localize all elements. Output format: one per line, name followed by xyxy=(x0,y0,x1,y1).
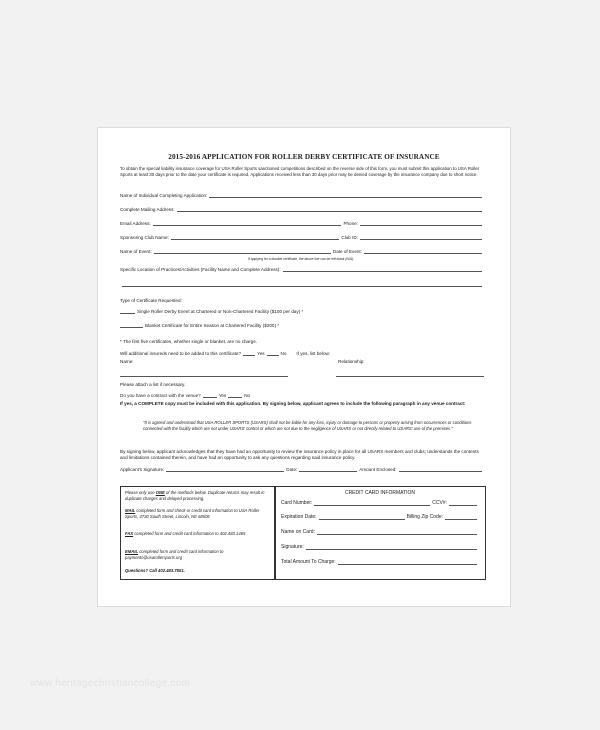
signature-row: Applicant's Signature: Date: Amount Enclosed: xyxy=(120,466,484,473)
email-field[interactable] xyxy=(153,221,342,226)
contract-row: Do you have a contract with the venue? Yes No xyxy=(120,392,251,398)
expiration-row: Expiration Date: Billing Zip Code: xyxy=(281,513,479,521)
event-date-field[interactable] xyxy=(364,249,482,254)
name-on-card-row: Name on Card: xyxy=(281,528,479,536)
certificate-note: * The first five certificates, whether single or blanket, are no charge. xyxy=(120,339,258,344)
blanket-certificate-row: Blanket Certificate for Entire Season at Chartered Facility ($200) * xyxy=(120,322,484,329)
amount-enclosed-field[interactable] xyxy=(399,467,482,472)
acknowledgement-paragraph: By signing below, applicant acknowledges that they have had an opportunity to review the insurance policy in place for all USARS members and clubs; understands the contents and limitations contained therein, and have had an opportunity to ask any questions regarding said insurance policy. xyxy=(120,449,479,461)
club-name-field[interactable] xyxy=(171,235,340,240)
event-note: If applying for a blanket certificate, the above line can be left blank (N/A). xyxy=(248,257,354,261)
blanket-certificate-checkbox[interactable] xyxy=(120,323,143,328)
card-signature-field[interactable] xyxy=(306,544,477,550)
additional-name-label: Name: xyxy=(120,359,134,364)
location-row-2 xyxy=(120,281,484,288)
mailing-address-row: Complete Mailing Address: xyxy=(120,206,484,213)
venue-clause: "It is agreed and understood that USA ROLLER SPORTS (USARS) shall not be liable for any loss, injury or damage to persons or property arising from occurrences or conditions connected with the facility which are not under USARS' control or which are not due to the negligence of USARS or not directly related to USARS' use of the premises." xyxy=(143,420,472,431)
additional-yes-blank[interactable] xyxy=(243,351,255,356)
club-row: Sponsoring Club Name: Club ID: xyxy=(120,234,484,241)
contract-no-blank[interactable] xyxy=(228,393,242,398)
phone-field[interactable] xyxy=(360,221,482,226)
mailing-address-field[interactable] xyxy=(177,207,482,212)
location-row: Specific Location of Practices/Activities (Facility Name and Complete Address): xyxy=(120,266,484,273)
watermark: www.heritagechristiancollege.com xyxy=(30,678,191,689)
additional-name-field[interactable] xyxy=(120,376,288,377)
additional-relationship-label: Relationship: xyxy=(338,359,365,364)
email-phone-row: Email Address: Phone: xyxy=(120,220,484,227)
certificate-type-label: Type of Certificate Requested: xyxy=(120,298,182,303)
fax-instructions: FAX completed form and credit card information to 402.483.1465 xyxy=(125,531,246,536)
single-certificate-checkbox[interactable] xyxy=(120,309,135,314)
mail-instructions: MAIL completed form and check or credit card information to USA Roller Sports, 4730 South Street, Lincoln, NE 68506 xyxy=(125,508,260,519)
name-individual-row: Name of Individual Completing Application: xyxy=(120,192,484,199)
expiration-field[interactable] xyxy=(319,514,405,520)
ccv-field[interactable] xyxy=(449,500,477,506)
total-amount-field[interactable] xyxy=(338,559,477,565)
questions-phone: Questions? Call 402.483.7551. xyxy=(125,568,185,573)
credit-card-title: CREDIT CARD INFORMATION xyxy=(344,490,416,496)
billing-zip-field[interactable] xyxy=(445,514,477,520)
contract-statement: If yes, a COMPLETE copy must be included with this application. By signing below, applicant agrees to include the following paragraph in any venue contract: xyxy=(120,401,466,406)
location-field-2[interactable] xyxy=(122,282,482,287)
additional-no-blank[interactable] xyxy=(267,351,279,356)
location-field[interactable] xyxy=(283,267,482,272)
applicant-signature-field[interactable] xyxy=(166,467,284,472)
document-page xyxy=(97,127,511,607)
email-instructions: EMAIL completed form and credit card information to payments@usarollersports.org xyxy=(125,549,224,560)
contract-yes-blank[interactable] xyxy=(203,393,217,398)
additional-insureds-row: Will additional insureds need to be added to this certificate? Yes No If yes, list below: xyxy=(120,350,331,356)
payment-method-note: Please only use ONE of the methods below. Duplicate returns may result in duplicate charges and delayed processing. xyxy=(125,490,265,501)
single-certificate-row: Single Roller Derby Event at Chartered or Non-Chartered Facility ($100 per day) * xyxy=(120,308,484,315)
event-name-field[interactable] xyxy=(154,249,331,254)
name-individual-field[interactable] xyxy=(209,193,482,198)
payment-instructions-box xyxy=(120,486,276,580)
credit-card-box xyxy=(274,486,486,580)
event-row: Name of Event: Date of Event: xyxy=(120,248,484,255)
total-amount-row: Total Amount To Charge: xyxy=(281,558,479,566)
name-on-card-field[interactable] xyxy=(317,529,477,535)
intro-paragraph: To obtain the special liability insurance coverage for USA Roller Sports sanctioned competitions described on the reverse side of this form, you must submit this application to USA Roller Sports at least 30 days prior to the date your certificate is required. Applications received less than 30 days prior may be denied coverage by the insurance company due to short notice. xyxy=(120,166,480,178)
card-number-field[interactable] xyxy=(314,500,430,506)
signature-date-field[interactable] xyxy=(299,467,357,472)
attach-note: Please attach a list if necessary. xyxy=(120,382,186,387)
card-number-row: Card Number: CCV#: xyxy=(281,499,479,507)
additional-relationship-field[interactable] xyxy=(336,376,484,377)
form-title: 2015-2016 APPLICATION FOR ROLLER DERBY CERTIFICATE OF INSURANCE xyxy=(168,153,440,161)
card-signature-row: Signature: xyxy=(281,543,479,551)
club-id-field[interactable] xyxy=(360,235,482,240)
